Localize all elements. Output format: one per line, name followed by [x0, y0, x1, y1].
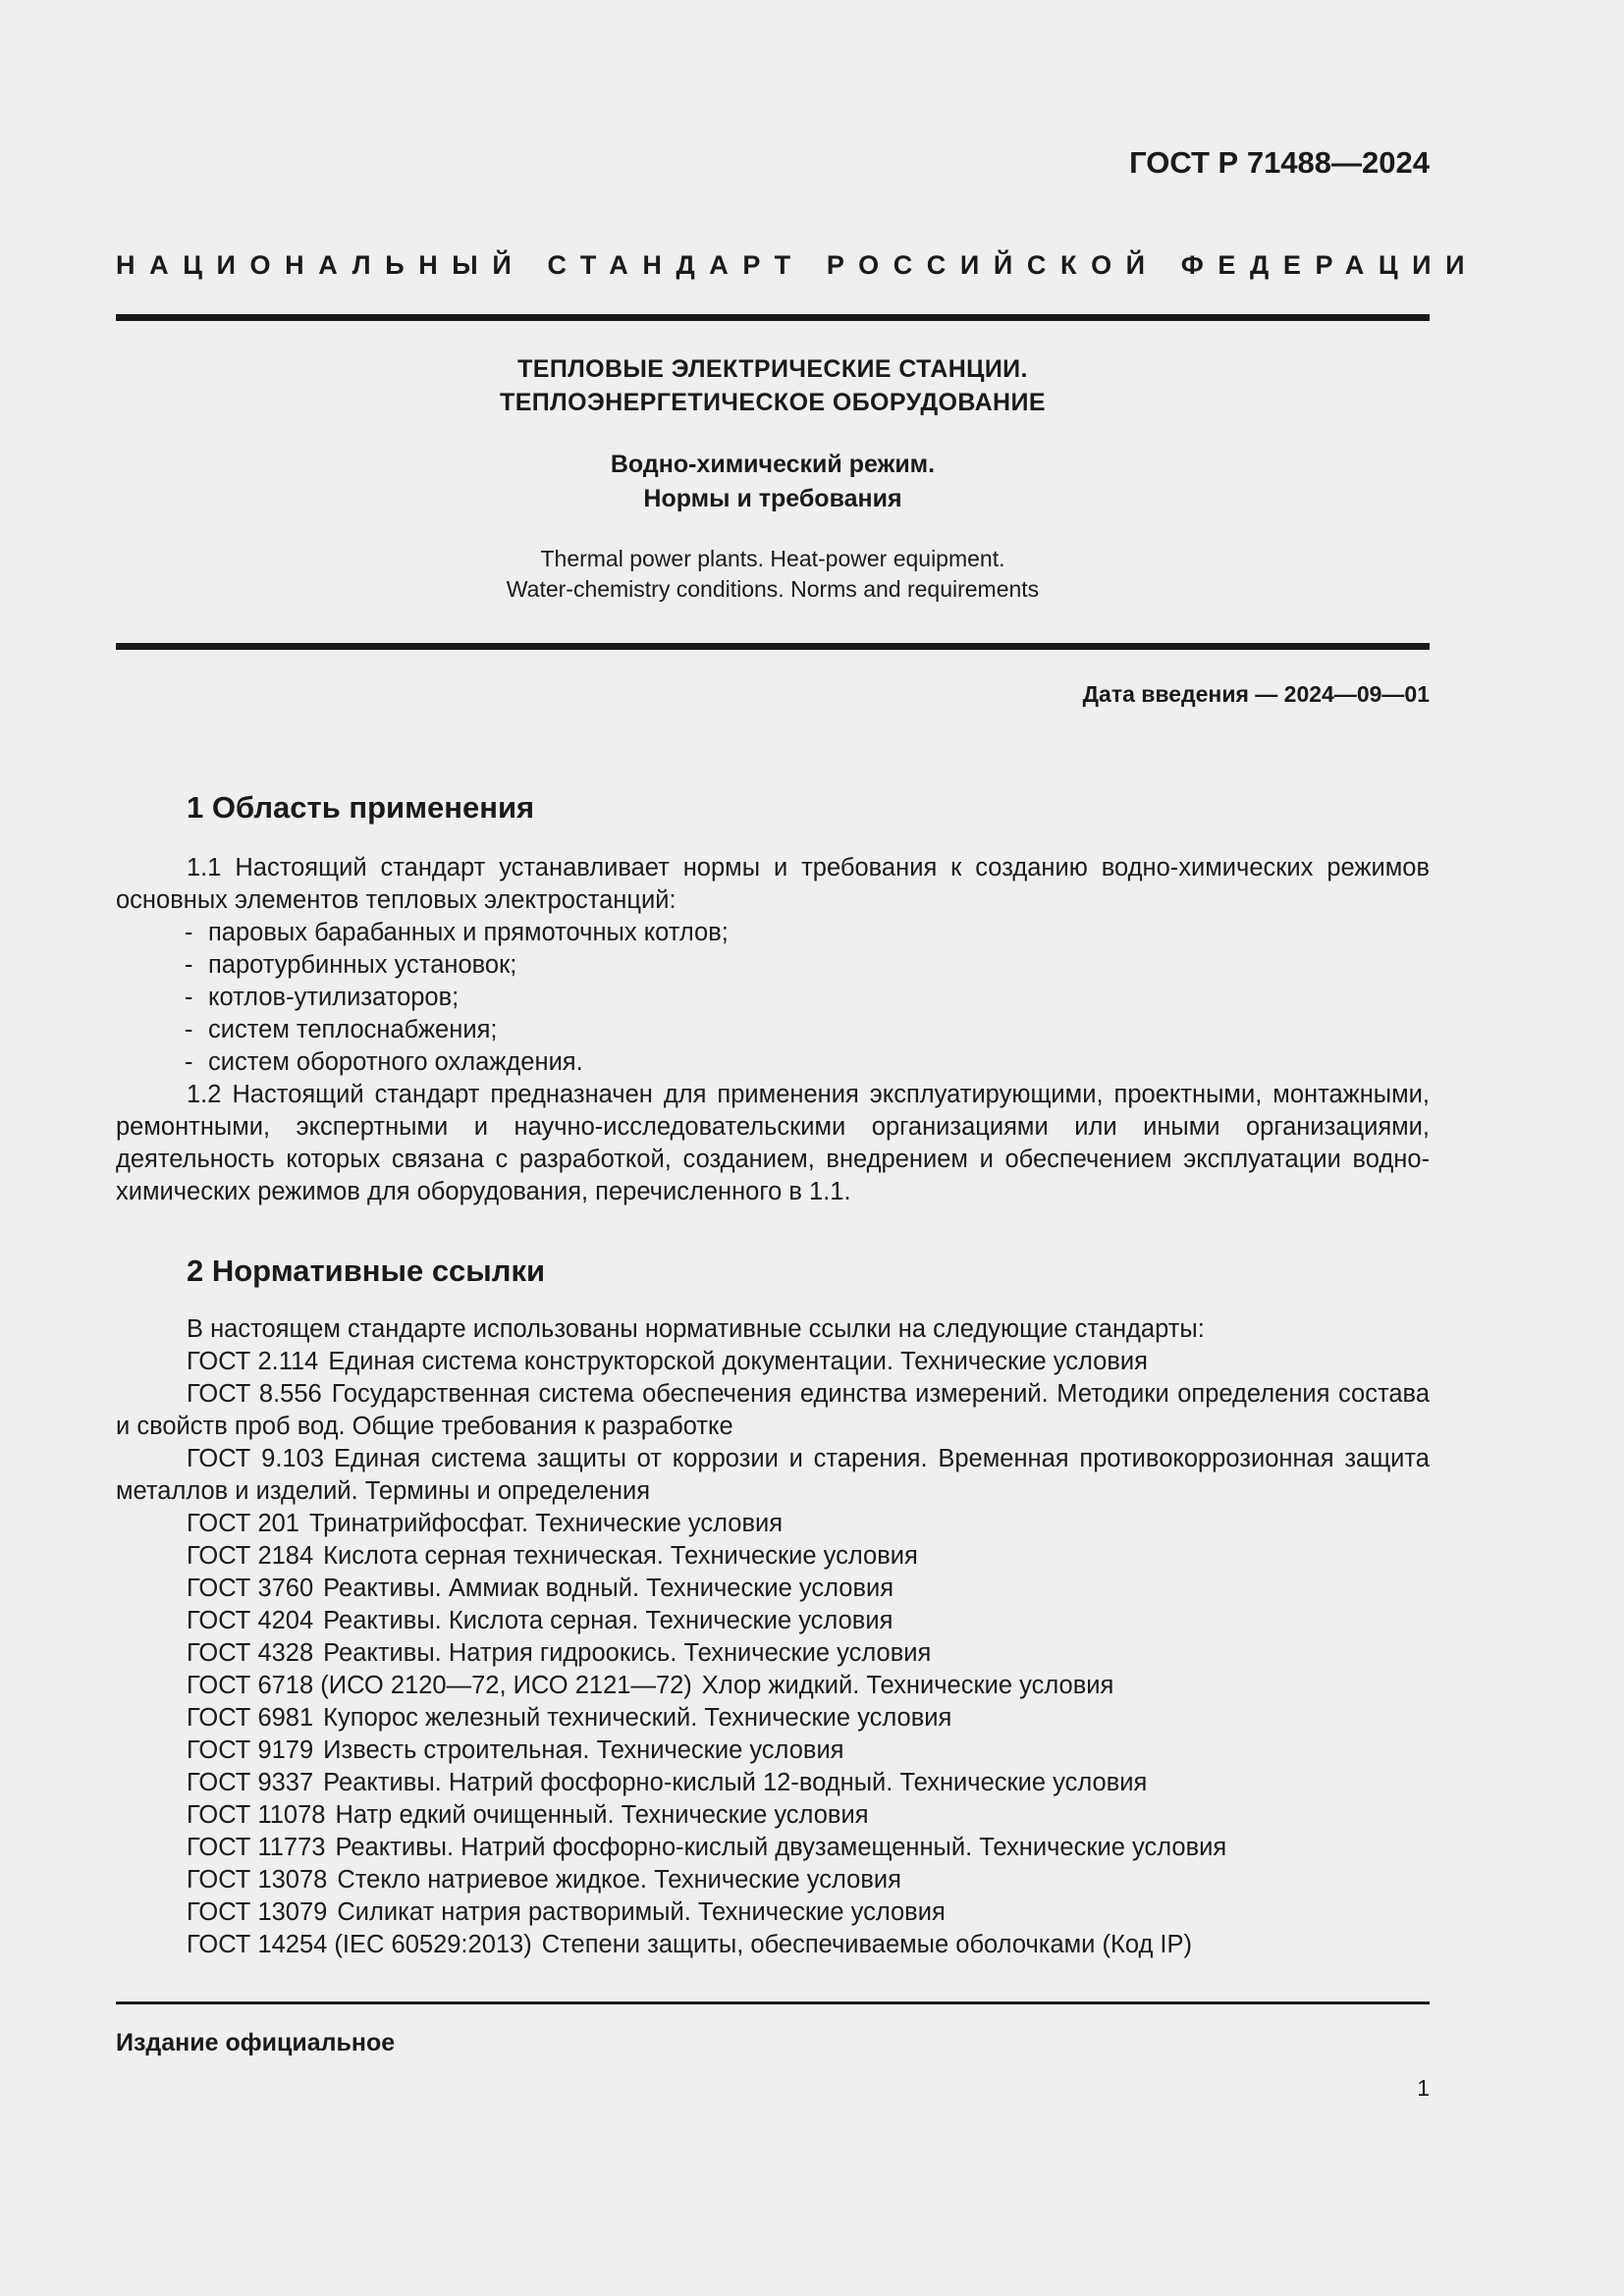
reference-item	[116, 1767, 1430, 1799]
reference-item	[116, 1508, 1430, 1540]
reference-title: Купорос железный технический. Технические условия	[323, 1704, 952, 1732]
list-dash: -	[185, 919, 193, 946]
list-dash: -	[185, 1016, 193, 1043]
reference-code: ГОСТ 14254 (IEC 60529:2013)	[187, 1931, 532, 1958]
list-item-text: систем теплоснабжения;	[208, 1016, 498, 1043]
reference-code: ГОСТ 13079	[187, 1898, 328, 1926]
reference-title: Государственная система обеспечения единства измерений. Методики определения состава и свойств проб вод. Общие требования к разработке	[116, 1380, 1430, 1440]
reference-title: Реактивы. Аммиак водный. Технические условия	[323, 1575, 894, 1602]
reference-code: ГОСТ 2184	[187, 1542, 314, 1570]
list-dash: -	[185, 1048, 193, 1076]
reference-item	[116, 1670, 1430, 1702]
paragraph-1-2: 1.2 Настоящий стандарт предназначен для применения эксплуатирующими, проектными, монтажными, ремонтными, экспертными и научно-исследовательскими организациями или иными организациями, деятельность которых связана с разработкой, созданием, внедрением и обеспечением эксплуатации водно-химических режимов для оборудования, перечисленного в 1.1.	[116, 1081, 1430, 1205]
reference-item	[116, 1896, 1430, 1929]
reference-title: Стекло натриевое жидкое. Технические условия	[337, 1866, 901, 1894]
title-line-2: ТЕПЛОЭНЕРГЕТИЧЕСКОЕ ОБОРУДОВАНИЕ	[500, 389, 1046, 416]
list-dash: -	[185, 951, 193, 979]
reference-title: Реактивы. Натрий фосфорно-кислый 12-водный. Технические условия	[323, 1769, 1148, 1796]
title-ru	[116, 352, 1430, 419]
reference-code: ГОСТ 6981	[187, 1704, 314, 1732]
document-page	[116, 0, 1480, 2296]
list-item	[116, 949, 1430, 982]
reference-code: ГОСТ 201	[187, 1510, 299, 1537]
reference-item	[116, 1637, 1430, 1670]
scope-list	[116, 917, 1430, 1079]
reference-item	[116, 1346, 1430, 1378]
reference-item	[116, 1378, 1430, 1443]
subtitle-line-1: Водно-химический режим.	[610, 451, 936, 478]
reference-title: Известь строительная. Технические условия	[323, 1736, 844, 1764]
reference-title: Натр едкий очищенный. Технические условия	[335, 1801, 869, 1829]
reference-code: ГОСТ 6718 (ИСО 2120—72, ИСО 2121—72)	[187, 1672, 692, 1699]
list-item	[116, 1046, 1430, 1079]
list-item-text: котлов-утилизаторов;	[208, 984, 460, 1011]
reference-item	[116, 1799, 1430, 1832]
official-edition-label: Издание официальное	[116, 2029, 396, 2056]
title-en	[116, 544, 1430, 605]
list-item-text: паровых барабанных и прямоточных котлов;	[208, 919, 729, 946]
reference-code: ГОСТ 9179	[187, 1736, 314, 1764]
reference-title: Хлор жидкий. Технические условия	[701, 1672, 1114, 1699]
list-item	[116, 1014, 1430, 1046]
list-item	[116, 917, 1430, 949]
reference-item	[116, 1735, 1430, 1767]
reference-item	[116, 1443, 1430, 1508]
reference-title: Степени защиты, обеспечиваемые оболочками (Код IP)	[541, 1931, 1193, 1958]
list-item	[116, 982, 1430, 1014]
reference-title: Кислота серная техническая. Технические условия	[323, 1542, 918, 1570]
section-1-body	[116, 852, 1430, 1208]
list-item-text: систем оборотного охлаждения.	[208, 1048, 583, 1076]
paragraph-1-1: 1.1 Настоящий стандарт устанавливает нормы и требования к созданию водно-химических режимов основных элементов тепловых электростанций:	[116, 854, 1430, 914]
reference-code: ГОСТ 2.114	[187, 1348, 319, 1375]
title-en-line-2: Water-chemistry conditions. Norms and requirements	[506, 576, 1040, 602]
reference-code: ГОСТ 4204	[187, 1607, 314, 1634]
reference-code: ГОСТ 8.556	[187, 1380, 322, 1408]
subtitle-line-2: Нормы и требования	[643, 485, 902, 512]
reference-title: Реактивы. Натрия гидроокись. Технические условия	[323, 1639, 932, 1667]
list-item-text: паротурбинных установок;	[208, 951, 517, 979]
list-dash: -	[185, 984, 193, 1011]
reference-code: ГОСТ 11078	[187, 1801, 326, 1829]
reference-item	[116, 1573, 1430, 1605]
reference-code: ГОСТ 4328	[187, 1639, 314, 1667]
reference-title: Единая система защиты от коррозии и старения. Временная противокоррозионная защита металлов и изделий. Термины и определения	[116, 1445, 1430, 1505]
reference-item	[116, 1929, 1430, 1961]
reference-code: ГОСТ 9.103	[187, 1445, 324, 1472]
reference-title: Силикат натрия растворимый. Технические условия	[337, 1898, 946, 1926]
title-line-1: ТЕПЛОВЫЕ ЭЛЕКТРИЧЕСКИЕ СТАНЦИИ.	[517, 355, 1028, 383]
reference-item	[116, 1540, 1430, 1573]
section-1-heading: 1 Область применения	[187, 790, 535, 825]
reference-code: ГОСТ 3760	[187, 1575, 314, 1602]
top-divider	[116, 314, 1430, 321]
reference-item	[116, 1702, 1430, 1735]
references-list	[116, 1346, 1430, 1961]
reference-title: Тринатрийфосфат. Технические условия	[309, 1510, 784, 1537]
national-standard-banner: НАЦИОНАЛЬНЫЙ СТАНДАРТ РОССИЙСКОЙ ФЕДЕРАЦИИ	[116, 250, 1480, 280]
reference-item	[116, 1605, 1430, 1637]
reference-item	[116, 1832, 1430, 1864]
reference-title: Единая система конструкторской документации. Технические условия	[328, 1348, 1148, 1375]
document-id: ГОСТ Р 71488—2024	[1129, 145, 1430, 180]
section-2-body	[116, 1313, 1430, 1961]
title-bottom-divider	[116, 643, 1430, 650]
reference-code: ГОСТ 11773	[187, 1834, 326, 1861]
page-number: 1	[1417, 2075, 1430, 2101]
reference-title: Реактивы. Кислота серная. Технические условия	[323, 1607, 893, 1634]
reference-code: ГОСТ 9337	[187, 1769, 314, 1796]
footer-divider	[116, 2002, 1430, 2004]
references-intro: В настоящем стандарте использованы нормативные ссылки на следующие стандарты:	[187, 1315, 1205, 1343]
reference-title: Реактивы. Натрий фосфорно-кислый двузамещенный. Технические условия	[335, 1834, 1227, 1861]
reference-item	[116, 1864, 1430, 1896]
subtitle-ru	[116, 448, 1430, 516]
introduction-date: Дата введения — 2024—09—01	[1082, 681, 1430, 707]
reference-code: ГОСТ 13078	[187, 1866, 328, 1894]
title-en-line-1: Thermal power plants. Heat-power equipment.	[540, 546, 1005, 571]
section-2-heading: 2 Нормативные ссылки	[187, 1254, 546, 1288]
